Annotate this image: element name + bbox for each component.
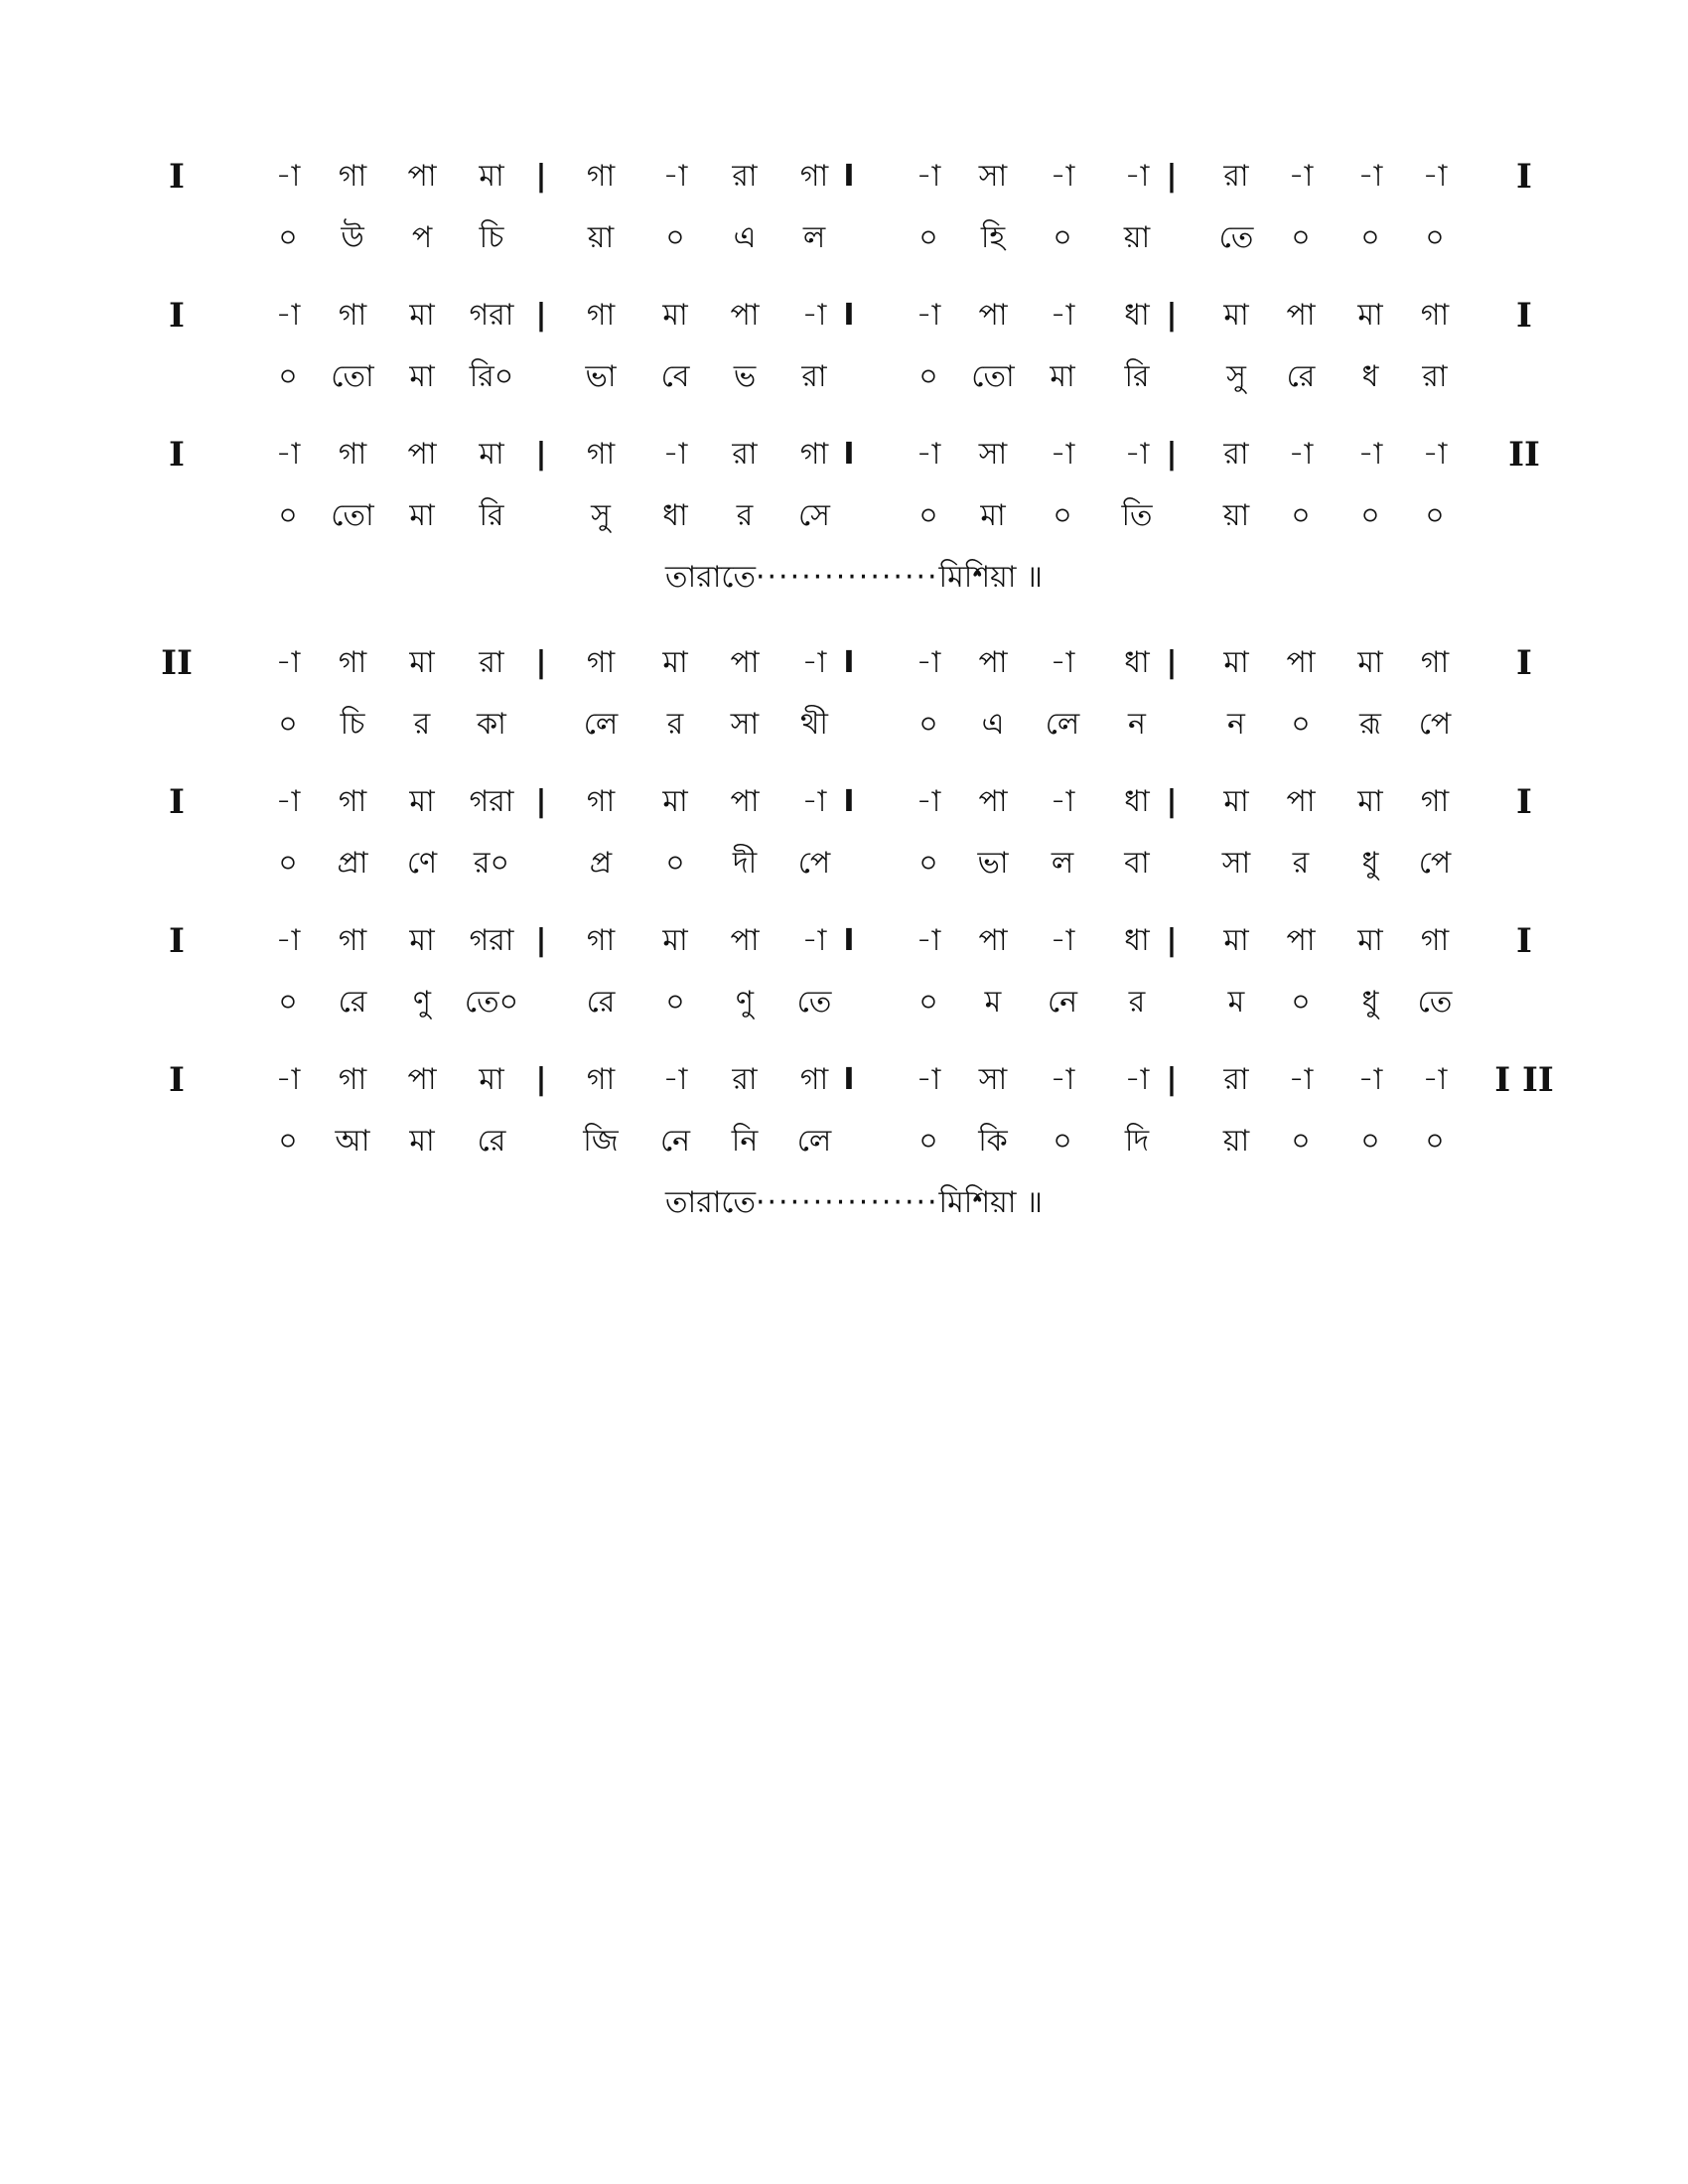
swara-note: পা (1286, 784, 1316, 819)
lyric-syllable: ণু (735, 985, 755, 1020)
measure-barline: I (843, 923, 855, 958)
lyric-syllable: ০ (278, 220, 298, 255)
lyric-syllable: কি (978, 1124, 1008, 1159)
notation-block (0, 913, 1688, 1052)
notation-block (0, 1052, 1688, 1220)
swara-note: -া (1288, 159, 1314, 194)
swara-note: গা (338, 159, 367, 194)
swara-note: মা (1223, 784, 1249, 819)
lyric-syllable: ০ (278, 359, 298, 394)
swara-note: মা (479, 437, 504, 472)
lyric-syllable: মা (409, 359, 435, 394)
lyric-syllable: র (1292, 846, 1310, 881)
lyric-syllable: সে (798, 498, 830, 533)
lyric-syllable: প্রা (337, 846, 368, 881)
lyric-syllable: ০ (918, 220, 938, 255)
lyric-syllable: রি (479, 498, 504, 533)
lyric-syllable: ০ (918, 359, 938, 394)
lyric-syllable: ০ (665, 985, 685, 1020)
lyric-syllable: উ (341, 220, 364, 255)
swara-note: রা (732, 437, 758, 472)
lyric-syllable: ০ (278, 985, 298, 1020)
measure-barline: | (535, 1062, 547, 1097)
notation-block (0, 288, 1688, 427)
swara-row (0, 427, 1688, 482)
lyric-syllable: ০ (1291, 498, 1311, 533)
swara-note: রা (1223, 1062, 1249, 1097)
start-barline: I (169, 435, 185, 475)
measure-barline: I (843, 159, 855, 194)
swara-note: -া (1050, 298, 1075, 333)
lyric-syllable: রে (477, 1124, 506, 1159)
lyric-syllable: তো (331, 498, 374, 533)
swara-note: -া (1357, 437, 1383, 472)
notation-block (0, 149, 1688, 288)
lyric-syllable: বা (1124, 846, 1150, 881)
lyric-syllable: তে (796, 985, 832, 1020)
lyric-syllable: পে (1418, 707, 1452, 742)
swara-note: মা (1357, 923, 1383, 958)
swara-note: -া (915, 645, 941, 680)
refrain-start: তারাতে (664, 560, 756, 595)
lyric-syllable: ণে (406, 846, 438, 881)
swara-row (0, 774, 1688, 830)
measure-barline: | (535, 298, 547, 333)
refrain-line (616, 550, 1092, 606)
swara-note: সা (978, 159, 1008, 194)
swara-note: -া (275, 437, 301, 472)
lyric-syllable: পে (797, 846, 831, 881)
swara-note: পা (407, 1062, 437, 1097)
lyric-syllable: জি (583, 1124, 619, 1159)
swara-note: মা (409, 784, 435, 819)
lyric-row (0, 210, 1688, 266)
measure-barline: | (1166, 645, 1178, 680)
swara-note: -া (801, 298, 827, 333)
lyric-syllable: ম (1227, 985, 1245, 1020)
lyric-syllable: ধু (1361, 985, 1379, 1020)
lyric-syllable: ০ (1360, 1124, 1380, 1159)
lyric-syllable: ০ (1360, 220, 1380, 255)
swara-note: -া (801, 784, 827, 819)
lyric-syllable: এ (981, 707, 1005, 742)
lyric-syllable: ধ (1361, 359, 1379, 394)
lyric-syllable: ভা (585, 359, 617, 394)
lyric-syllable: র (736, 498, 754, 533)
lyric-syllable: তো (331, 359, 374, 394)
lyric-syllable: লে (1045, 707, 1080, 742)
start-barline: I (169, 296, 185, 336)
swara-note: পা (978, 298, 1008, 333)
lyric-syllable: রে (586, 985, 616, 1020)
swara-note: গা (799, 159, 829, 194)
lyric-syllable: র০ (473, 846, 509, 881)
swara-note: -া (915, 437, 941, 472)
swara-note: -া (915, 298, 941, 333)
end-barline: I (1516, 782, 1532, 822)
lyric-syllable: র (413, 707, 431, 742)
refrain-dots: ················ (755, 560, 939, 595)
swara-note: গা (586, 645, 616, 680)
swara-note: -া (1422, 1062, 1448, 1097)
swara-note: পা (1286, 645, 1316, 680)
swara-note: মা (479, 159, 504, 194)
lyric-syllable: পে (1418, 846, 1452, 881)
swara-note: -া (1050, 923, 1075, 958)
swara-note: রা (1223, 437, 1249, 472)
swara-note: -া (275, 298, 301, 333)
swara-note: -া (1288, 1062, 1314, 1097)
swara-note: মা (1223, 923, 1249, 958)
swara-note: -া (1124, 437, 1150, 472)
swara-note: -া (275, 645, 301, 680)
lyric-syllable: য়া (1222, 1124, 1250, 1159)
swara-note: মা (1357, 645, 1383, 680)
lyric-syllable: র (666, 707, 684, 742)
lyric-syllable: মা (1050, 359, 1075, 394)
swara-note: গা (338, 784, 367, 819)
swara-row (0, 1052, 1688, 1108)
swara-note: -া (1050, 1062, 1075, 1097)
lyric-syllable: রা (801, 359, 827, 394)
swara-note: গা (1420, 298, 1450, 333)
lyric-syllable: রে (338, 985, 367, 1020)
lyric-syllable: লে (796, 1124, 832, 1159)
swara-note: -া (1422, 437, 1448, 472)
swara-note: রা (479, 645, 504, 680)
lyric-syllable: ০ (278, 1124, 298, 1159)
lyric-row (0, 1114, 1688, 1169)
measure-barline: I (843, 1062, 855, 1097)
swara-note: গা (338, 923, 367, 958)
lyric-syllable: ০ (665, 846, 685, 881)
lyric-syllable: আ (335, 1124, 370, 1159)
lyric-syllable: ০ (1291, 220, 1311, 255)
swara-note: মা (1223, 298, 1249, 333)
lyric-syllable: রা (1422, 359, 1448, 394)
swara-row (0, 635, 1688, 691)
end-barline: II (1508, 435, 1540, 475)
swara-note: মা (1223, 645, 1249, 680)
swara-note: -া (915, 1062, 941, 1097)
lyric-syllable: ০ (1291, 985, 1311, 1020)
swara-note: -া (275, 1062, 301, 1097)
swara-row (0, 288, 1688, 343)
lyric-syllable: ধু (1361, 846, 1379, 881)
lyric-syllable: ০ (918, 985, 938, 1020)
notation-block (0, 635, 1688, 774)
swara-note: -া (801, 645, 827, 680)
swara-note: ধা (1124, 784, 1150, 819)
refrain-line (616, 1175, 1092, 1231)
lyric-syllable: ০ (918, 1124, 938, 1159)
lyric-syllable: প (411, 220, 433, 255)
start-barline: I (169, 157, 185, 197)
lyric-syllable: রূ (1359, 707, 1381, 742)
lyric-syllable: তে০ (464, 985, 519, 1020)
lyric-syllable: বে (660, 359, 690, 394)
lyric-row (0, 697, 1688, 752)
swara-note: -া (275, 923, 301, 958)
lyric-syllable: থী (799, 707, 828, 742)
lyric-syllable: সা (730, 707, 760, 742)
swara-note: -া (1050, 645, 1075, 680)
swara-note: গা (338, 298, 367, 333)
measure-barline: I (843, 437, 855, 472)
lyric-syllable: নি (731, 1124, 759, 1159)
lyric-row (0, 975, 1688, 1030)
swara-note: গা (586, 159, 616, 194)
swara-note: গা (586, 923, 616, 958)
end-barline: I (1516, 921, 1532, 961)
swara-note: পা (978, 923, 1008, 958)
lyric-syllable: ন (1227, 707, 1245, 742)
end-barline: I II (1494, 1060, 1554, 1100)
swara-note: -া (915, 784, 941, 819)
swara-note: রা (732, 1062, 758, 1097)
swara-note: পা (730, 923, 760, 958)
swara-note: পা (730, 298, 760, 333)
swara-note: মা (662, 784, 688, 819)
swara-note: -া (915, 923, 941, 958)
lyric-syllable: ০ (1053, 1124, 1072, 1159)
swara-note: -া (1050, 437, 1075, 472)
measure-barline: I (843, 645, 855, 680)
measure-barline: | (1166, 923, 1178, 958)
lyric-syllable: ০ (1425, 220, 1445, 255)
lyric-syllable: রি০ (469, 359, 514, 394)
lyric-syllable: মা (409, 498, 435, 533)
swara-note: গা (799, 1062, 829, 1097)
swara-note: -া (915, 159, 941, 194)
measure-barline: | (1166, 437, 1178, 472)
lyric-syllable: ০ (1425, 1124, 1445, 1159)
swara-note: গা (1420, 784, 1450, 819)
lyric-syllable: ০ (278, 846, 298, 881)
lyric-syllable: ০ (918, 846, 938, 881)
swara-note: রা (732, 159, 758, 194)
lyric-syllable: ০ (918, 498, 938, 533)
end-barline: I (1516, 157, 1532, 197)
swara-note: -া (1050, 159, 1075, 194)
lyric-syllable: ০ (665, 220, 685, 255)
lyric-syllable: ০ (1360, 498, 1380, 533)
swara-note: মা (662, 298, 688, 333)
measure-barline: | (535, 923, 547, 958)
swara-note: রা (1223, 159, 1249, 194)
lyric-syllable: ণু (412, 985, 432, 1020)
swara-row (0, 913, 1688, 969)
lyric-syllable: দী (732, 846, 758, 881)
refrain-end: মিশিয়া ॥ (938, 1185, 1043, 1220)
swara-note: গরা (469, 784, 514, 819)
lyric-syllable: রি (1124, 359, 1150, 394)
swara-note: গা (338, 1062, 367, 1097)
lyric-syllable: য়া (1222, 498, 1250, 533)
measure-barline: | (1166, 298, 1178, 333)
swara-note: -া (1124, 1062, 1150, 1097)
lyric-row (0, 349, 1688, 405)
swara-note: মা (1357, 298, 1383, 333)
swara-note: পা (1286, 923, 1316, 958)
swara-note: পা (407, 159, 437, 194)
swara-note: -া (1357, 159, 1383, 194)
swara-note: মা (662, 923, 688, 958)
lyric-syllable: লে (583, 707, 619, 742)
swara-note: -া (662, 1062, 688, 1097)
measure-barline: | (1166, 784, 1178, 819)
measure-barline: | (535, 784, 547, 819)
lyric-syllable: ০ (1291, 707, 1311, 742)
lyric-syllable: ভা (977, 846, 1009, 881)
lyric-syllable: ০ (278, 498, 298, 533)
swara-note: -া (662, 159, 688, 194)
start-barline: I (169, 921, 185, 961)
swara-note: গা (586, 298, 616, 333)
measure-barline: | (1166, 159, 1178, 194)
swara-note: পা (407, 437, 437, 472)
swara-note: -া (275, 159, 301, 194)
start-barline: I (169, 782, 185, 822)
swara-note: -া (275, 784, 301, 819)
swara-note: -া (1357, 1062, 1383, 1097)
swara-note: গা (586, 1062, 616, 1097)
lyric-syllable: ভ (733, 359, 757, 394)
refrain-end: মিশিয়া ॥ (938, 560, 1043, 595)
lyric-syllable: মা (409, 1124, 435, 1159)
swara-note: মা (409, 923, 435, 958)
swara-note: ধা (1124, 645, 1150, 680)
swara-note: পা (978, 784, 1008, 819)
swara-note: ধা (1124, 923, 1150, 958)
lyric-syllable: চি (479, 220, 504, 255)
lyric-syllable: সু (1226, 359, 1246, 394)
swara-note: মা (479, 1062, 504, 1097)
swara-note: পা (730, 645, 760, 680)
swara-note: পা (1286, 298, 1316, 333)
swara-note: গা (586, 437, 616, 472)
lyric-syllable: ন (1128, 707, 1146, 742)
swara-note: পা (978, 645, 1008, 680)
start-barline: I (169, 1060, 185, 1100)
swara-note: -া (1422, 159, 1448, 194)
lyric-syllable: এ (733, 220, 757, 255)
swara-note: গা (1420, 645, 1450, 680)
measure-barline: I (843, 784, 855, 819)
lyric-syllable: প্র (589, 846, 613, 881)
swara-note: গরা (469, 298, 514, 333)
swara-note: গা (799, 437, 829, 472)
lyric-syllable: রে (1286, 359, 1316, 394)
swara-note: -া (1050, 784, 1075, 819)
lyric-syllable: র (1128, 985, 1146, 1020)
lyric-syllable: কা (477, 707, 506, 742)
lyric-syllable: তো (971, 359, 1015, 394)
start-barline: II (161, 643, 193, 683)
refrain-start: তারাতে (664, 1185, 756, 1220)
swara-row (0, 149, 1688, 205)
lyric-row (0, 488, 1688, 544)
notation-block (0, 427, 1688, 595)
measure-barline: | (535, 159, 547, 194)
swara-note: সা (978, 1062, 1008, 1097)
swara-note: -া (1124, 159, 1150, 194)
swara-note: -া (662, 437, 688, 472)
swara-note: -া (1288, 437, 1314, 472)
lyric-syllable: ০ (1291, 1124, 1311, 1159)
lyric-syllable: ম (984, 985, 1002, 1020)
lyric-syllable: য়া (587, 220, 615, 255)
swara-note: মা (662, 645, 688, 680)
refrain-dots: ················ (755, 1185, 939, 1220)
swara-note: সা (978, 437, 1008, 472)
lyric-syllable: ধা (662, 498, 688, 533)
swara-note: গা (586, 784, 616, 819)
lyric-syllable: মা (980, 498, 1006, 533)
measure-barline: | (1166, 1062, 1178, 1097)
lyric-syllable: ০ (1053, 498, 1072, 533)
lyric-syllable: য়া (1123, 220, 1151, 255)
lyric-row (0, 836, 1688, 891)
swara-note: পা (730, 784, 760, 819)
swara-note: মা (1357, 784, 1383, 819)
lyric-syllable: নে (659, 1124, 691, 1159)
end-barline: I (1516, 296, 1532, 336)
swara-note: মা (409, 298, 435, 333)
lyric-syllable: তে (1218, 220, 1254, 255)
lyric-syllable: ল (1051, 846, 1074, 881)
lyric-syllable: ০ (1053, 220, 1072, 255)
notation-block (0, 774, 1688, 913)
lyric-syllable: নে (1047, 985, 1078, 1020)
lyric-syllable: তি (1121, 498, 1153, 533)
swara-note: গরা (469, 923, 514, 958)
lyric-syllable: ০ (1425, 498, 1445, 533)
swara-note: ধা (1124, 298, 1150, 333)
lyric-syllable: ০ (278, 707, 298, 742)
lyric-syllable: ল (802, 220, 826, 255)
swara-note: গা (338, 437, 367, 472)
measure-barline: | (535, 645, 547, 680)
swara-note: মা (409, 645, 435, 680)
lyric-syllable: চি (340, 707, 365, 742)
measure-barline: | (535, 437, 547, 472)
swara-note: গা (338, 645, 367, 680)
lyric-syllable: ০ (918, 707, 938, 742)
swara-note: গা (1420, 923, 1450, 958)
measure-barline: I (843, 298, 855, 333)
lyric-syllable: দি (1124, 1124, 1150, 1159)
swara-note: -া (801, 923, 827, 958)
end-barline: I (1516, 643, 1532, 683)
lyric-syllable: সু (591, 498, 611, 533)
lyric-syllable: হি (980, 220, 1006, 255)
lyric-syllable: তে (1417, 985, 1453, 1020)
lyric-syllable: সা (1221, 846, 1251, 881)
